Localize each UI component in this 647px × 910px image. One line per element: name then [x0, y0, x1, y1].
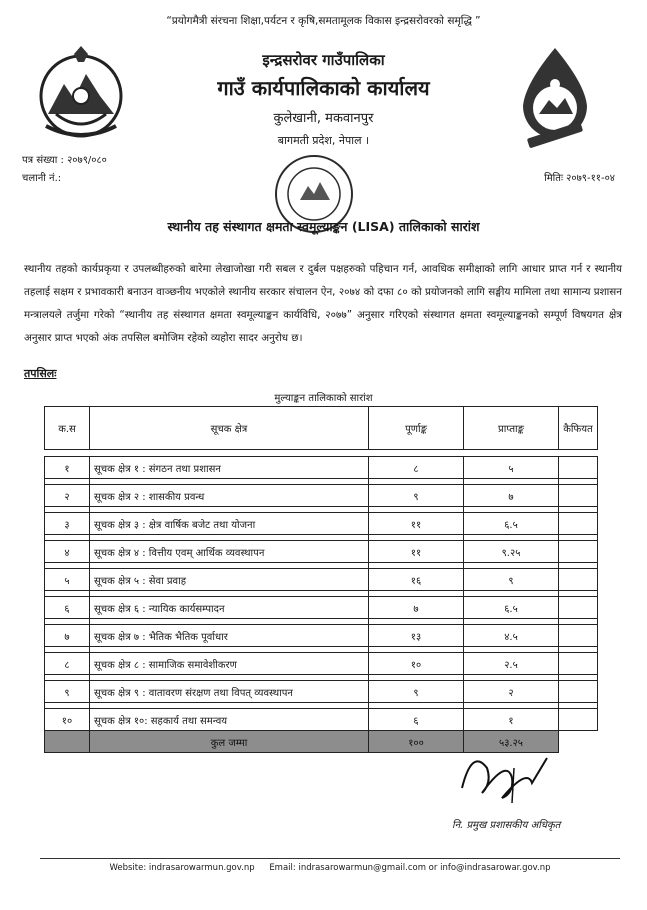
table-row [45, 569, 598, 591]
row-remarks [559, 653, 598, 675]
row-full-marks: १३ [369, 625, 464, 647]
table-row [45, 653, 598, 675]
row-remarks [559, 457, 598, 479]
row-obtained-marks: ९.२५ [464, 541, 559, 563]
header-sn: क.स [45, 407, 90, 450]
header-obtained-marks: प्राप्ताङ्क [464, 407, 559, 450]
row-full-marks: १६ [369, 569, 464, 591]
row-obtained-marks: १ [464, 709, 559, 731]
tapasil-heading: तपसिलः [24, 367, 57, 380]
table-header-row [45, 407, 598, 450]
document-date: मितिः २०७९-११-०४ [544, 173, 615, 184]
row-indicator-area: सूचक क्षेत्र १०: सहकार्य तथा समन्वय [90, 709, 369, 731]
row-indicator-area: सूचक क्षेत्र २ : शासकीय प्रवन्ध [90, 485, 369, 507]
row-full-marks: १० [369, 653, 464, 675]
row-sn: ४ [45, 541, 90, 563]
row-obtained-marks: ६.५ [464, 597, 559, 619]
row-sn: ३ [45, 513, 90, 535]
total-full-marks: १०० [369, 731, 464, 753]
table-row [45, 541, 598, 563]
row-sn: २ [45, 485, 90, 507]
row-indicator-area: सूचक क्षेत्र ४ : वित्तीय एवम् आर्थिक व्यवस्थापन [90, 541, 369, 563]
row-remarks [559, 569, 598, 591]
footer-website: Website: indrasarowarmun.gov.np [109, 863, 255, 873]
row-full-marks: ८ [369, 457, 464, 479]
table-row [45, 513, 598, 535]
total-obtained-marks: ५३.२५ [464, 731, 559, 753]
table-row [45, 597, 598, 619]
row-obtained-marks: ४.५ [464, 625, 559, 647]
row-full-marks: ९ [369, 681, 464, 703]
row-remarks [559, 485, 598, 507]
row-obtained-marks: ६.५ [464, 513, 559, 535]
row-remarks [559, 709, 598, 731]
letter-number: पत्र संख्या : २०७९/०८० [22, 155, 107, 166]
signatory-title: नि. प्रमुख प्रशासकीय अधिकृत [452, 820, 561, 831]
dispatch-number: चलानी नं.: [22, 173, 62, 184]
row-sn: ५ [45, 569, 90, 591]
row-remarks [559, 597, 598, 619]
row-sn: ६ [45, 597, 90, 619]
row-indicator-area: सूचक क्षेत्र ९ : वातावरण संरक्षण तथा विपत् व्यवस्थापन [90, 681, 369, 703]
row-sn: १० [45, 709, 90, 731]
row-remarks [559, 681, 598, 703]
header-full-marks: पूर्णाङ्क [369, 407, 464, 450]
row-full-marks: ६ [369, 709, 464, 731]
row-indicator-area: सूचक क्षेत्र ६ : न्यायिक कार्यसम्पादन [90, 597, 369, 619]
footer [40, 858, 620, 873]
table-row [45, 625, 598, 647]
table-caption: मुल्याङ्कन तालिकाको सारांश [274, 393, 373, 404]
row-sn: १ [45, 457, 90, 479]
row-indicator-area: सूचक क्षेत्र ८ : सामाजिक समावेशीकरण [90, 653, 369, 675]
row-sn: ८ [45, 653, 90, 675]
header-indicator-area: सूचक क्षेत्र [90, 407, 369, 450]
row-obtained-marks: २ [464, 681, 559, 703]
motto: “प्रयोगमैत्री संरचना शिक्षा,पर्यटन र कृषि,समतामूलक विकास इन्द्रसरोवरको समृद्धि ” [166, 15, 481, 27]
row-full-marks: ११ [369, 541, 464, 563]
handwritten-signature [452, 738, 562, 818]
body-paragraph: स्थानीय तहको कार्यप्रकृया र उपलब्धीहरुको बारेमा लेखाजोखा गरी सबल र दुर्बल पक्षहरुको पहिचान गर्न, आवधिक समीक्षाको लागि आधार प्राप्त गर्न र स्थानीय तहलाई सक्षम र प्रभावकारी बनाउन वाञ्छनीय भएकोले स्थानीय सरकार संचालन ऐन, २०७४ को दफा ८० को प्रयोजनको लागि सङ्घीय मामिला तथा सामान्य प्रशासन मन्त्रालयले तर्जुमा गरेको “स्थानीय तह संस्थागत क्षमता स्वमूल्याङ्कन कार्यविधि, २०७७” अनुसार गरिएको संस्थागत क्षमता स्वमूल्याङ्कनको सम्पूर्ण विषयगत क्षेत्र अनुसार प्राप्त भएको अंक तपसिल बमोजिम रहेको व्यहोरा सादर अनुरोध छ। [24, 263, 622, 344]
row-indicator-area: सूचक क्षेत्र ३ : क्षेत्र वार्षिक बजेट तथा योजना [90, 513, 369, 535]
row-remarks [559, 625, 598, 647]
document-title: स्थानीय तह संस्थागत क्षमता स्वमूल्याङ्कन (LISA) तालिकाको सारांश [167, 219, 480, 234]
footer-email: Email: indrasarowarmun@gmail.com or info@indrasarowar.gov.np [269, 863, 551, 873]
row-remarks [559, 513, 598, 535]
row-full-marks: ९ [369, 485, 464, 507]
table-row [45, 681, 598, 703]
row-full-marks: ७ [369, 597, 464, 619]
total-sn-cell [45, 731, 90, 753]
table-row [45, 485, 598, 507]
row-indicator-area: सूचक क्षेत्र ७ : भैतिक भैतिक पूर्वाधार [90, 625, 369, 647]
row-sn: ७ [45, 625, 90, 647]
office-location: कुलेखानी, मकवानपुर [273, 111, 374, 126]
total-remarks-cell [559, 731, 598, 753]
row-full-marks: ११ [369, 513, 464, 535]
municipality-name: इन्द्रसरोवर गाउँपालिका [262, 51, 385, 69]
office-name: गाउँ कार्यपालिकाको कार्यालय [217, 76, 430, 100]
row-obtained-marks: ५ [464, 457, 559, 479]
header-remarks: कैफियत [559, 407, 598, 450]
row-indicator-area: सूचक क्षेत्र ५ : सेवा प्रवाह [90, 569, 369, 591]
total-label: कुल जम्मा [90, 731, 369, 753]
province-country: बागमती प्रदेश, नेपाल । [277, 134, 370, 147]
row-indicator-area: सूचक क्षेत्र १ : संगठन तथा प्रशासन [90, 457, 369, 479]
row-remarks [559, 541, 598, 563]
row-obtained-marks: २.५ [464, 653, 559, 675]
row-obtained-marks: ९ [464, 569, 559, 591]
row-sn: ९ [45, 681, 90, 703]
lisa-summary-table [44, 406, 598, 753]
row-obtained-marks: ७ [464, 485, 559, 507]
table-row [45, 457, 598, 479]
table-row [45, 709, 598, 731]
